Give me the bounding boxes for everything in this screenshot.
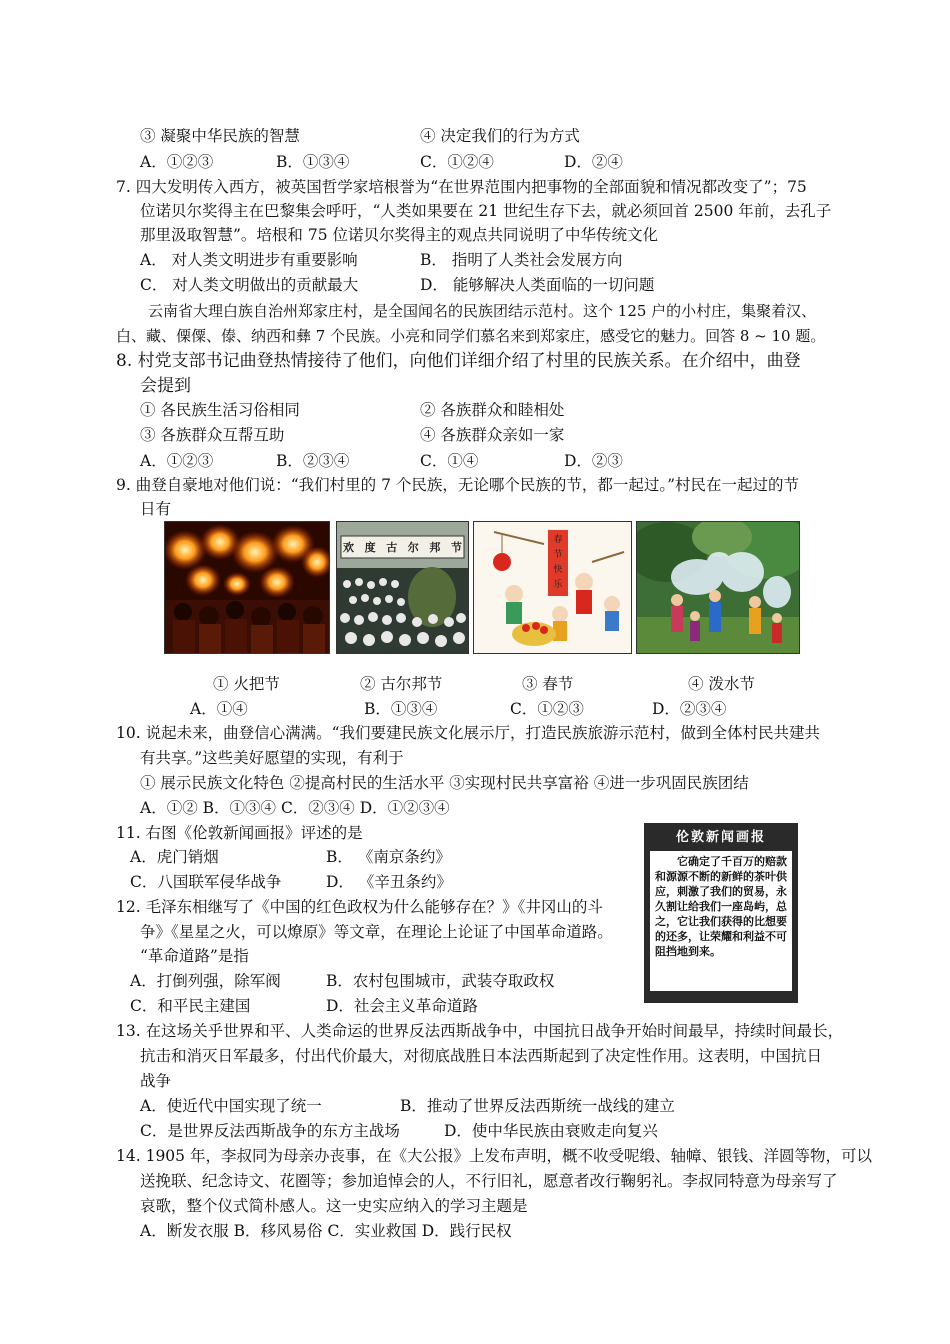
q7-option-d: D． 能够解决人类面临的一切问题 (420, 276, 655, 294)
q9-option-c: C．①②③ (510, 700, 584, 718)
spring-festival-illustration (473, 521, 632, 654)
q8-item-4: ④ 各族群众亲如一家 (420, 426, 565, 444)
caption-corban-festival: ② 古尔邦节 (360, 675, 443, 693)
q13-option-c: C．是世界反法西斯战争的东方主战场 (140, 1122, 400, 1140)
q7-stem-line2: 位诺贝尔奖得主在巴黎集会呼吁，“人类如果要在 21 世纪生存下去，就必须回首 2500 年前，去孔子 (140, 202, 832, 220)
corban-festival-photo (336, 521, 469, 654)
q12-stem-line1: 12. 毛泽东相继写了《中国的红色政权为什么能够存在？》《井冈山的斗 (116, 898, 603, 916)
water-festival-photo (636, 521, 800, 654)
q14-stem-line2: 送挽联、纪念诗文、花圈等；参加追悼会的人，不行旧礼，愿意者改行鞠躬礼。李叔同特意为母亲写了 (140, 1172, 838, 1190)
q8-stem-line2: 会提到 (140, 376, 191, 396)
q11-option-a: A．虎门销烟 (130, 848, 219, 866)
banner-char: 节 (450, 541, 462, 554)
passage-line2: 白、藏、傈僳、傣、纳西和彝 7 个民族。小亮和同学们慕名来到郑家庄，感受它的魅力。回答 8 ~ 10 题。 (116, 327, 826, 345)
q12-option-c: C．和平民主建国 (130, 997, 251, 1015)
q10-options: A．①② B．①③④ C．②③④ D．①②③④ (140, 799, 450, 817)
q12-stem-line3: “革命道路”是指 (140, 947, 249, 965)
q13-option-b: B．推动了世界反法西斯统一战线的建立 (400, 1097, 675, 1115)
torch-festival-photo (164, 521, 330, 654)
q7-option-b: B． 指明了人类社会发展方向 (420, 251, 623, 269)
caption-spring-festival: ③ 春节 (522, 675, 574, 693)
banner-char: 度 (364, 541, 376, 554)
q6-item-4: ④ 决定我们的行为方式 (420, 127, 580, 145)
news-body: 它确定了千百万的赔款和源源不断的新鲜的茶叶供应，刺激了我们的贸易，永久割让给我们一座岛屿，总之，它让我们获得的比想要的还多，让荣耀和利益不可阻挡地到来。 (650, 851, 792, 991)
q12-stem-line2: 争》《星星之火，可以燎原》等文章，在理论上论证了中国革命道路。 (140, 923, 613, 941)
q12-option-d: D．社会主义革命道路 (326, 997, 478, 1015)
q13-option-d: D．使中华民族由衰败走向复兴 (444, 1122, 658, 1140)
q8-item-3: ③ 各族群众互帮互助 (140, 426, 285, 444)
banner-char: 尔 (407, 541, 419, 554)
spring-scroll-text: 春节快乐 (553, 535, 563, 590)
q11-option-d: D． 《辛丑条约》 (326, 873, 452, 891)
corban-banner (343, 537, 462, 557)
banner-char: 古 (386, 541, 398, 554)
q8-option-b: B．②③④ (276, 452, 350, 470)
q10-stem-line1: 10. 说起未来，曲登信心满满。“我们要建民族文化展示厅，打造民族旅游示范村，做到全体村民共建共 (116, 724, 821, 742)
q14-stem-line1: 14. 1905 年，李叔同为母亲办丧事，在《大公报》上发布声明，概不收受呢缎、轴幛、银钱、洋圆等物，可以 (116, 1147, 872, 1165)
caption-torch-festival: ① 火把节 (213, 675, 280, 693)
q14-options: A．断发衣服 B．移风易俗 C．实业救国 D．践行民权 (140, 1222, 512, 1240)
q7-option-a: A． 对人类文明进步有重要影响 (140, 251, 358, 269)
q11-option-c: C．八国联军侵华战争 (130, 873, 282, 891)
q8-option-a: A．①②③ (140, 452, 214, 470)
q11-stem: 11. 右图《伦敦新闻画报》评述的是 (116, 824, 363, 842)
q8-stem-line1: 8. 村党支部书记曲登热情接待了他们，向他们详细介绍了村里的民族关系。在介绍中，曲登 (116, 351, 801, 371)
q14-stem-line3: 哀歌，整个仪式简朴感人。这一史实应纳入的学习主题是 (140, 1197, 528, 1215)
passage-line1: 云南省大理白族自治州郑家庄村，是全国闻名的民族团结示范村。这个 125 户的小村庄，集聚着汉、 (148, 302, 817, 320)
q8-option-c: C．①④ (420, 452, 479, 470)
q9-option-d: D．②③④ (652, 700, 727, 718)
news-title: 伦敦新闻画报 (675, 830, 766, 845)
q6-option-d: D．②④ (564, 153, 623, 171)
q9-option-b: B．①③④ (364, 700, 438, 718)
banner-char: 邦 (429, 541, 441, 554)
q8-option-d: D．②③ (564, 452, 623, 470)
q12-option-b: B．农村包围城市，武装夺取政权 (326, 972, 555, 990)
q11-option-b: B． 《南京条约》 (326, 848, 451, 866)
caption-water-festival: ④ 泼水节 (688, 675, 755, 693)
q7-stem-line1: 7. 四大发明传入西方，被英国哲学家培根誉为“在世界范围内把事物的全部面貌和情况都改变了”；75 (116, 178, 807, 196)
q8-item-1: ① 各民族生活习俗相同 (140, 401, 300, 419)
banner-char: 欢 (343, 541, 354, 554)
q9-stem-line1: 9. 曲登自豪地对他们说：“我们村里的 7 个民族，无论哪个民族的节，都一起过。”村民在一起过的节 (116, 476, 800, 494)
q13-option-a: A．使近代中国实现了统一 (140, 1097, 322, 1115)
q7-option-c: C． 对人类文明做出的贡献最大 (140, 276, 359, 294)
q9-stem-line2: 日有 (140, 500, 172, 518)
q10-stem-line2: 有共享。”这些美好愿望的实现，有利于 (140, 749, 404, 767)
q6-option-a: A．①②③ (140, 153, 214, 171)
q9-option-a: A．①④ (190, 700, 248, 718)
q13-stem-line3: 战争 (140, 1072, 172, 1090)
q6-option-b: B．①③④ (276, 153, 350, 171)
london-news-clipping (644, 823, 798, 1003)
q6-item-3: ③ 凝聚中华民族的智慧 (140, 127, 300, 145)
q7-stem-line3: 那里汲取智慧”。培根和 75 位诺贝尔奖得主的观点共同说明了中华传统文化 (140, 226, 659, 244)
q12-option-a: A．打倒列强，除军阀 (130, 972, 281, 990)
q10-items: ① 展示民族文化特色 ②提高村民的生活水平 ③实现村民共享富裕 ④进一步巩固民族团结 (140, 774, 749, 792)
q6-option-c: C．①②④ (420, 153, 494, 171)
q13-stem-line2: 抗击和消灭日军最多，付出代价最大，对彻底战胜日本法西斯起到了决定性作用。这表明，中国抗日 (140, 1047, 823, 1065)
q8-item-2: ② 各族群众和睦相处 (420, 401, 565, 419)
q13-stem-line1: 13. 在这场关乎世界和平、人类命运的世界反法西斯战争中，中国抗日战争开始时间最早，持续时间最长， (116, 1022, 844, 1040)
